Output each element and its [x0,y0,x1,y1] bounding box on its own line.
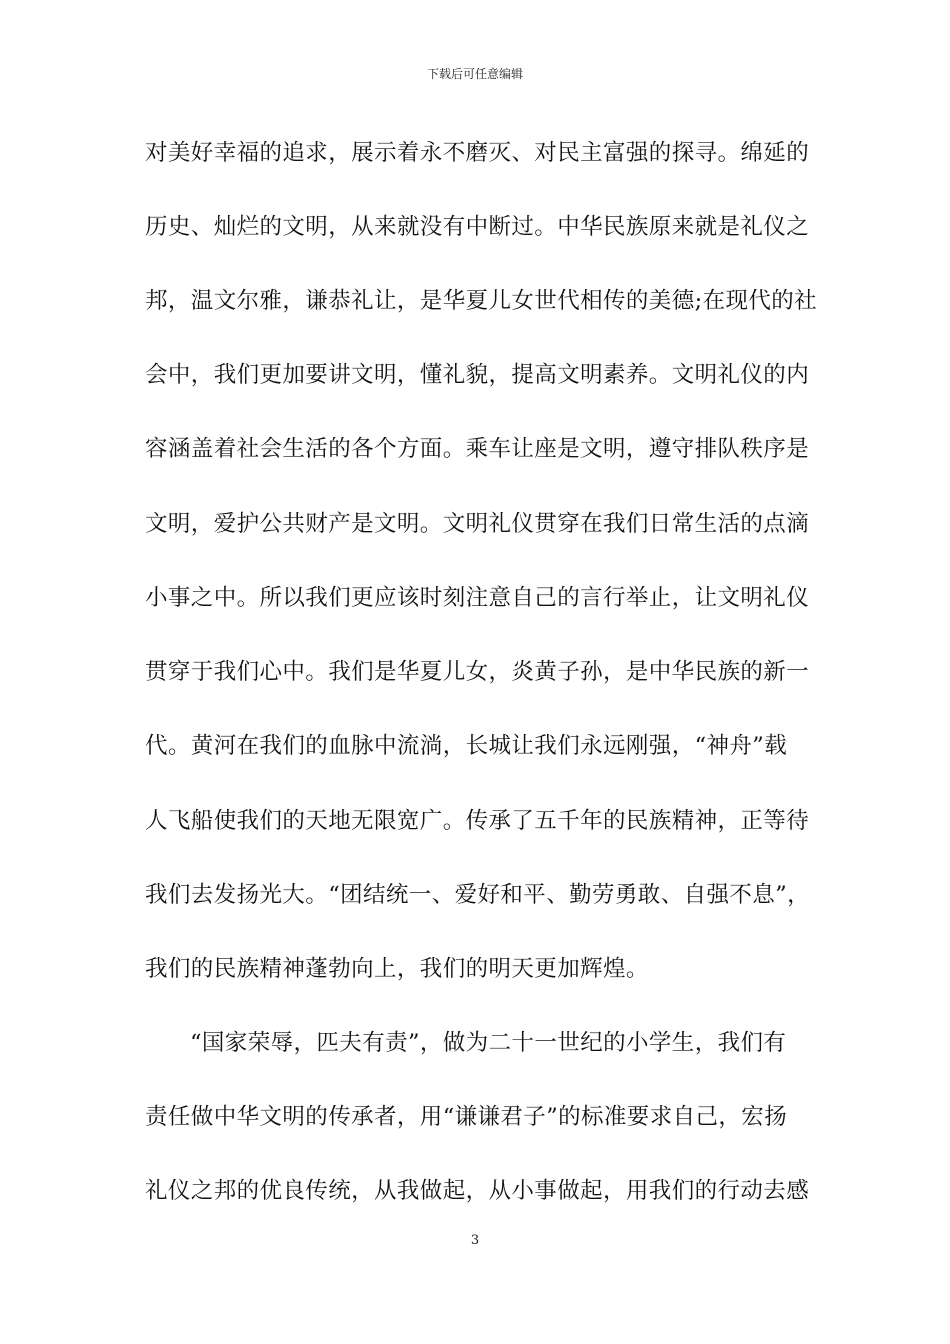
text-line: 会中，我们更加要讲文明，懂礼貌，提高文明素养。文明礼仪的内 [145,362,810,388]
text-line: 小事之中。所以我们更应该时刻注意自己的言行举止，让文明礼仪 [145,585,810,611]
text-line: 我们去发扬光大。“团结统一、爱好和平、勤劳勇敢、自强不息”， [145,882,811,908]
text-line: 容涵盖着社会生活的各个方面。乘车让座是文明，遵守排队秩序是 [145,436,810,462]
paragraph-first-line: “国家荣辱，匹夫有责”，做为二十一世纪的小学生，我们有 [190,1030,787,1056]
text-line: 历史、灿烂的文明，从来就没有中断过。中华民族原来就是礼仪之 [145,214,810,240]
text-line: 人飞船使我们的天地无限宽广。传承了五千年的民族精神，正等待 [145,808,810,834]
text-line: 礼仪之邦的优良传统，从我做起，从小事做起，用我们的行动去感 [145,1178,810,1204]
text-line: 代。黄河在我们的血脉中流淌，长城让我们永远刚强，“神舟”载 [145,733,788,759]
text-line: 邦，温文尔雅，谦恭礼让，是华夏儿女世代相传的美德;在现代的社 [145,288,818,314]
text-line: 对美好幸福的追求，展示着永不磨灭、对民主富强的探寻。绵延的 [145,140,810,166]
text-line: 我们的民族精神蓬勃向上，我们的明天更加辉煌。 [145,956,649,982]
text-line: 贯穿于我们心中。我们是华夏儿女，炎黄子孙，是中华民族的新一 [145,659,810,685]
page-number: 3 [470,1233,480,1248]
text-line: 文明，爱护公共财产是文明。文明礼仪贯穿在我们日常生活的点滴 [145,511,810,537]
text-line: 责任做中华文明的传承者，用“谦谦君子”的标准要求自己，宏扬 [145,1104,788,1130]
header-note: 下载后可任意编辑 [426,67,523,81]
